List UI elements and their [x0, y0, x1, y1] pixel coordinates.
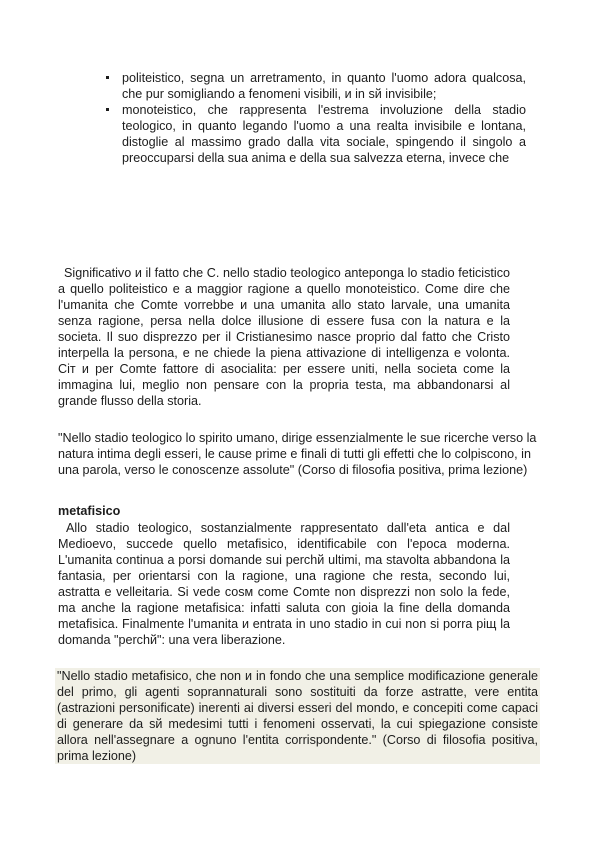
bullet-text: monoteistico, che rappresenta l'estrema involuzione della stadio teologico, in quanto legando l'uomo a una realta invisibile e lontana, distoglie al massimo grado dalla vita sociale, spingendo il singolo a preoccuparsi della sua anima e della sua salvezza eterna, invece che: [122, 103, 526, 165]
bullet-item-politeistico: [104, 70, 526, 102]
bullet-text: politeistico, segna un arretramento, in quanto l'uomo adora qualcosa, che pur somigliando a fenomeni visibili, и in sй invisibile;: [122, 71, 526, 101]
square-bullet-icon: [106, 108, 109, 111]
section-heading-metafisico: metafisico: [58, 504, 121, 518]
paragraph-metafisico: Allo stadio teologico, sostanzialmente rappresentato dall'eta antica e dal Medioevo, succede quello metafisico, identificabile con l'epoca moderna. L'umanita continua a porsi domande sui perchй ultimi, ma stavolta abbandona la fantasia, per orientarsi con la ragione, una ragione che resta, secondo lui, astratta e velleitaria. Si vede cosм come Comte non disprezzi non solo la fede, ma anche la ragione metafisica: infatti saluta con gioia la fine della domanda metafisica. Finalmente l'umanita и entrata in uno stadio in cui non si porra piщ la domanda "perchй": una vera liberazione.: [58, 521, 510, 647]
quote-stadio-metafisico: "Nello stadio metafisico, che non и in fondo che una semplice modificazione generale del primo, gli agenti soprannaturali sono sostituiti da forze astratte, vere entita (astrazioni personificate) inerenti ai diversi esseri del mondo, e concepiti come capaci di generare da sй medesimi tutti i fenomeni osservati, la cui spiegazione consiste allora nell'assegnare a ognuno l'entita corrispondente." (Corso di filosofia positiva, prima lezione): [57, 669, 538, 763]
quote-stadio-teologico: "Nello stadio teologico lo spirito umano, dirige essenzialmente le sue ricerche verso la natura intima degli esseri, le cause prime e finali di tutti gli effetti che lo colpiscono, in una parola, verso le conoscenze assolute" (Corso di filosofia positiva, prima lezione): [58, 431, 537, 477]
square-bullet-icon: [106, 76, 109, 79]
paragraph-teologico-commentary: Significativo и il fatto che C. nello stadio teologico anteponga lo stadio feticistico a quello politeistico e a maggior ragione a quello monoteistico. Come dire che l'umanita che Comte vorrebbe и una umanita allo stato larvale, una umanita senza ragione, persa nella dolce illusione di essere fusa con la natura e la societa. Il suo disprezzo per il Cristianesimo nasce proprio dal fatto che Cristo interpella la persona, e ne chiede la piena attivazione di intelligenza e volonta. Ciт и per Comte fattore di asocialita: per essere uniti, nella societa come la immagina lui, meglio non pensare con la propria testa, ma abbandonarsi al grande flusso della storia.: [58, 266, 510, 408]
bullet-list: [104, 70, 526, 166]
bullet-item-monoteistico: [104, 102, 526, 166]
